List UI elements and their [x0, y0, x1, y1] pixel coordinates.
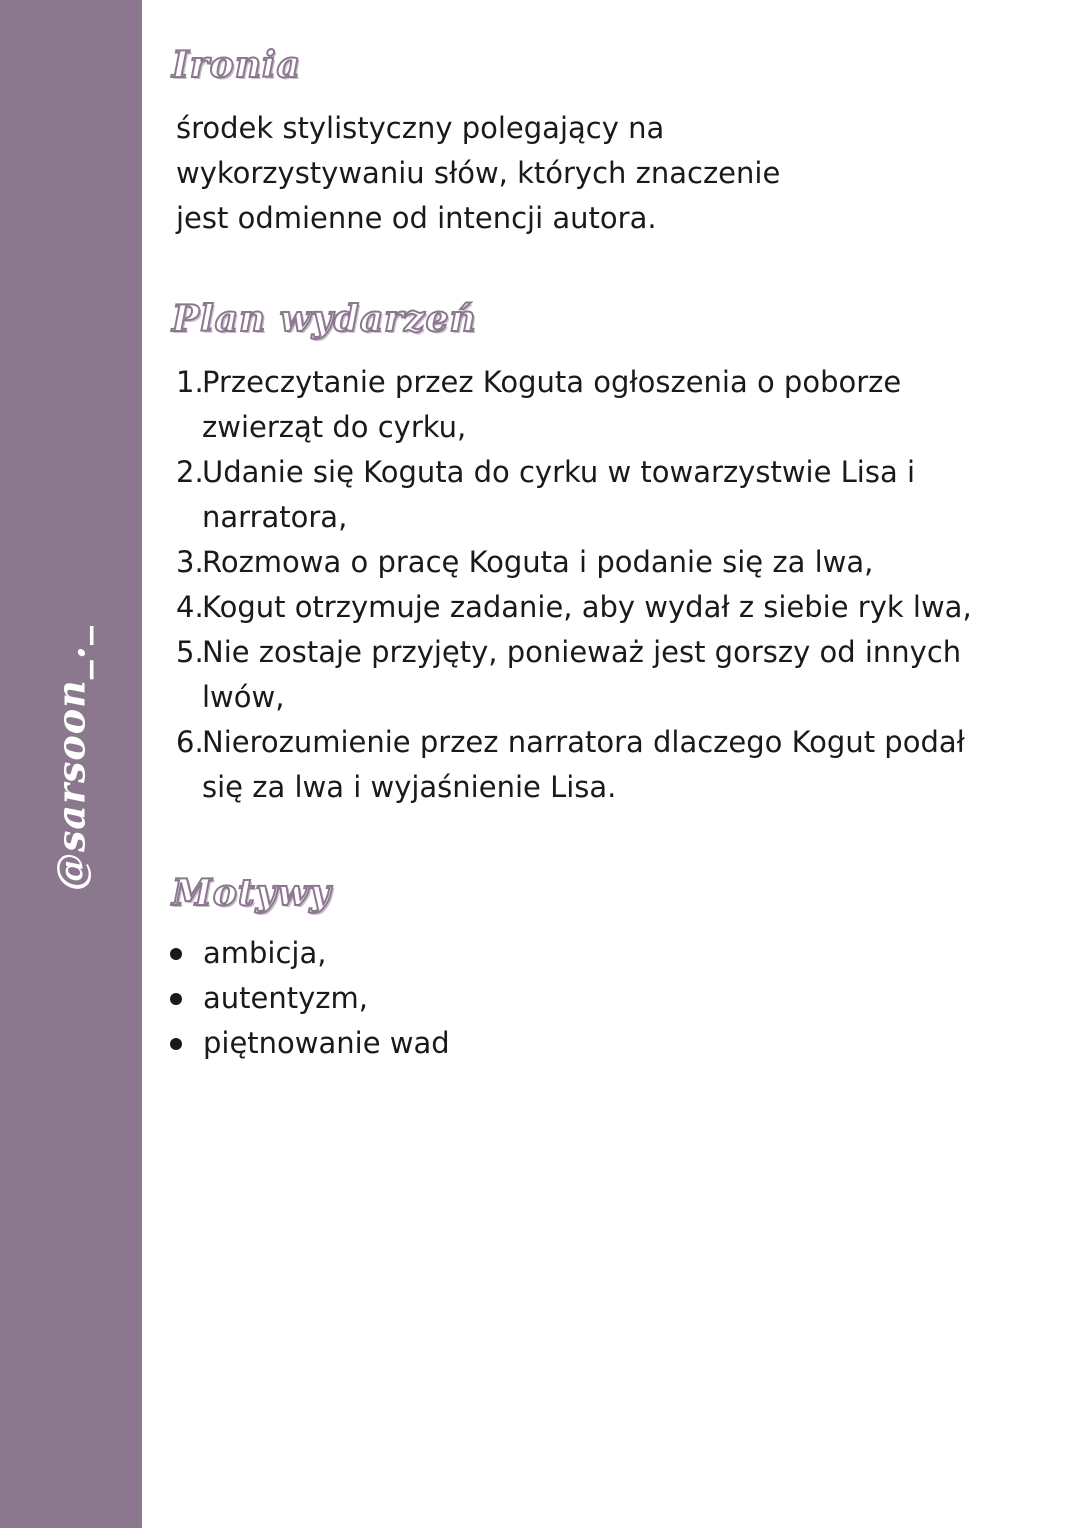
plan-item-text: Przeczytanie przez Koguta ogłoszenia o poborze zwierząt do cyrku, [202, 365, 902, 444]
plan-item-number: 2. [176, 455, 204, 489]
plan-item-3 [172, 540, 982, 585]
motif-text: ambicja, [203, 936, 327, 970]
motif-item [168, 931, 450, 976]
plan-item-text: Nie zostaje przyjęty, ponieważ jest gorszy od innych lwów, [202, 635, 962, 714]
plan-item-number: 3. [176, 545, 204, 579]
sidebar-band [0, 0, 142, 1528]
motif-list [168, 931, 450, 1066]
plan-item-number: 1. [176, 365, 204, 399]
plan-item-6 [172, 720, 982, 810]
plan-item-text: Kogut otrzymuje zadanie, aby wydał z siebie ryk lwa, [202, 590, 972, 624]
irony-definition: środek stylistyczny polegający na wykorzystywaniu słów, których znaczenie jest odmienne od intencji autora. [176, 111, 781, 235]
plan-item-4 [172, 585, 982, 630]
bullet-dot-icon [170, 1038, 182, 1050]
motif-item [168, 976, 450, 1021]
plan-item-1 [172, 360, 982, 450]
section-heading-irony: Ironia [172, 44, 301, 86]
plan-item-number: 6. [176, 725, 204, 759]
plan-item-5 [172, 630, 982, 720]
plan-item-2 [172, 450, 982, 540]
author-handle: @sarsoon_._ [48, 625, 94, 891]
bullet-dot-icon [170, 993, 182, 1005]
plan-item-number: 5. [176, 635, 204, 669]
plan-item-text: Nierozumienie przez narratora dlaczego Kogut podał się za lwa i wyjaśnienie Lisa. [202, 725, 965, 804]
plan-list [172, 360, 982, 810]
plan-item-text: Rozmowa o pracę Koguta i podanie się za lwa, [202, 545, 874, 579]
motif-text: piętnowanie wad [203, 1026, 450, 1060]
motif-item [168, 1021, 450, 1066]
section-heading-plan: Plan wydarzeń [172, 298, 477, 340]
motif-text: autentyzm, [203, 981, 368, 1015]
plan-item-text: Udanie się Koguta do cyrku w towarzystwie Lisa i narratora, [202, 455, 916, 534]
section-heading-motifs: Motywy [172, 872, 332, 914]
bullet-dot-icon [170, 948, 182, 960]
plan-item-number: 4. [176, 590, 204, 624]
